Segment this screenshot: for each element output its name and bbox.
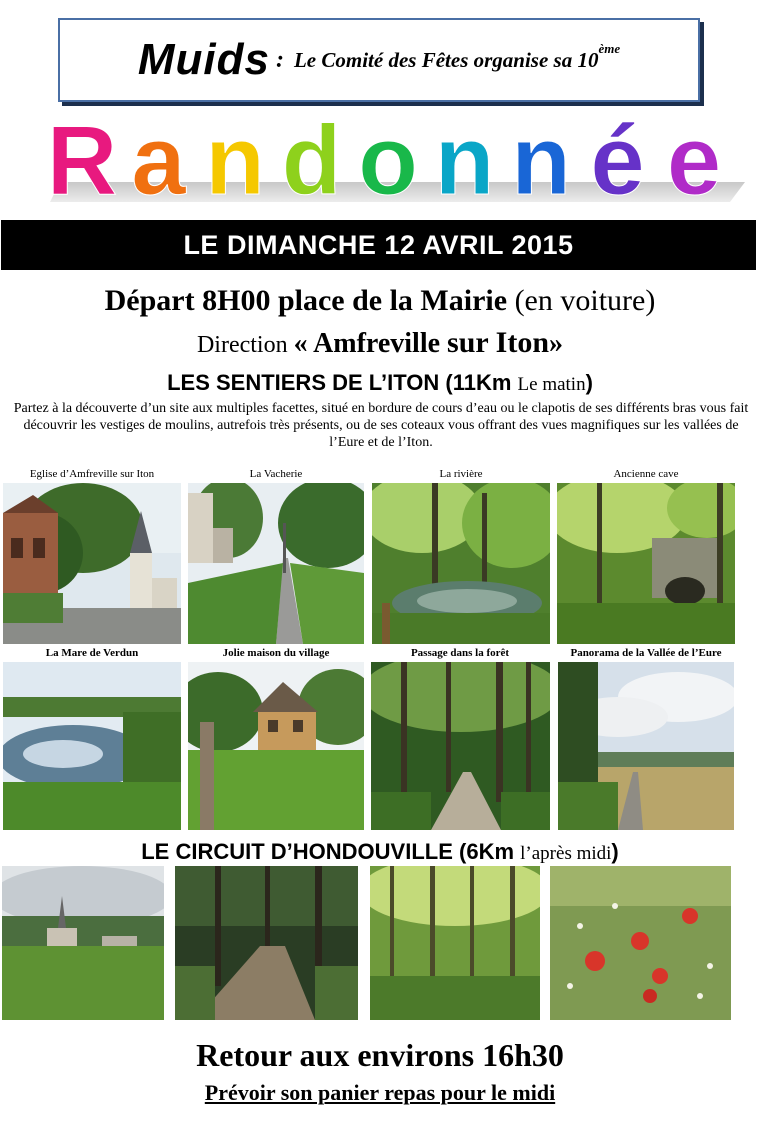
- title-letters: [50, 112, 721, 215]
- afternoon-section-title: LE CIRCUIT D’HONDOUVILLE (6Km l’après midi): [141, 839, 619, 864]
- caption-maison: Jolie maison du village: [222, 647, 330, 659]
- direction-place-2: sur Iton: [447, 326, 550, 359]
- title-letter: R: [50, 112, 118, 215]
- direction-label: Direction: [196, 332, 294, 358]
- photo-maison: [188, 662, 364, 830]
- title-letter: a: [131, 112, 186, 215]
- photo-cave: [557, 483, 735, 644]
- direction-place-1: Amfreville: [313, 328, 448, 359]
- caption-riviere: La rivière: [439, 468, 483, 480]
- departure-line: [0, 284, 760, 318]
- photo-hondouville-path: [175, 866, 358, 1020]
- departure-normal: (en voiture): [507, 284, 656, 317]
- event-title: [50, 112, 750, 216]
- return-time: Retour aux environs 16h30: [196, 1037, 564, 1073]
- date-bar: [1, 220, 756, 270]
- title-letter: n: [511, 112, 571, 215]
- photo-panorama: [558, 662, 734, 830]
- event-title-graphic: [50, 112, 750, 216]
- caption-cave: Ancienne cave: [613, 468, 679, 480]
- photo-eglise: [3, 483, 181, 644]
- photo-mare: [3, 662, 181, 830]
- caption-foret: Passage dans la forêt: [410, 647, 510, 659]
- photo-foret: [371, 662, 550, 830]
- morning-time-label: Le matin: [517, 374, 586, 395]
- header-box: [58, 18, 700, 102]
- title-letter: n: [434, 112, 495, 215]
- direction-quote-open: «: [293, 328, 314, 359]
- morning-description: Partez à la découverte d’un site aux multiples facettes, situé en bordure de cours d’eau ou le clapotis de ses différents bras vous fait découvrir les vestiges de moulins, autrefois très présents, ou de ses coteaux vous offrant des vues magnifiques sur les vallées de l’Eure et de l’Iton.: [13, 401, 749, 450]
- direction-quote-close: »: [549, 328, 564, 359]
- title-letter: e: [666, 112, 722, 215]
- photo-hondouville-poppies: [550, 866, 731, 1020]
- event-date: LE DIMANCHE 12 AVRIL 2015: [183, 229, 574, 260]
- meal-note: Prévoir son panier repas pour le midi: [204, 1080, 556, 1105]
- direction-line: [0, 326, 760, 360]
- photo-vacherie: [188, 483, 364, 644]
- title-letter: d: [281, 112, 342, 215]
- organiser-text: Le Comité des Fêtes organise sa 10ème: [293, 41, 621, 72]
- photo-hondouville-woods: [370, 866, 540, 1020]
- title-letter: é: [590, 112, 645, 215]
- town-name: Muids: [137, 35, 270, 84]
- ordinal-superscript: ème: [598, 41, 621, 56]
- title-letter: o: [358, 112, 418, 215]
- afternoon-time-label: l’après midi: [520, 843, 612, 864]
- title-letter: n: [205, 112, 265, 215]
- caption-panorama: Panorama de la Vallée de l’Eure: [570, 647, 722, 659]
- morning-section-title: LES SENTIERS DE L’ITON (11Km Le matin): [167, 370, 593, 395]
- departure-bold: Départ 8H00 place de la Mairie: [104, 284, 508, 317]
- caption-eglise: Eglise d’Amfreville sur Iton: [29, 468, 155, 480]
- photo-riviere: [372, 483, 550, 644]
- header-colon: :: [275, 46, 284, 73]
- caption-vacherie: La Vacherie: [249, 468, 303, 480]
- photo-hondouville-village: [2, 866, 164, 1020]
- caption-mare: La Mare de Verdun: [45, 647, 139, 659]
